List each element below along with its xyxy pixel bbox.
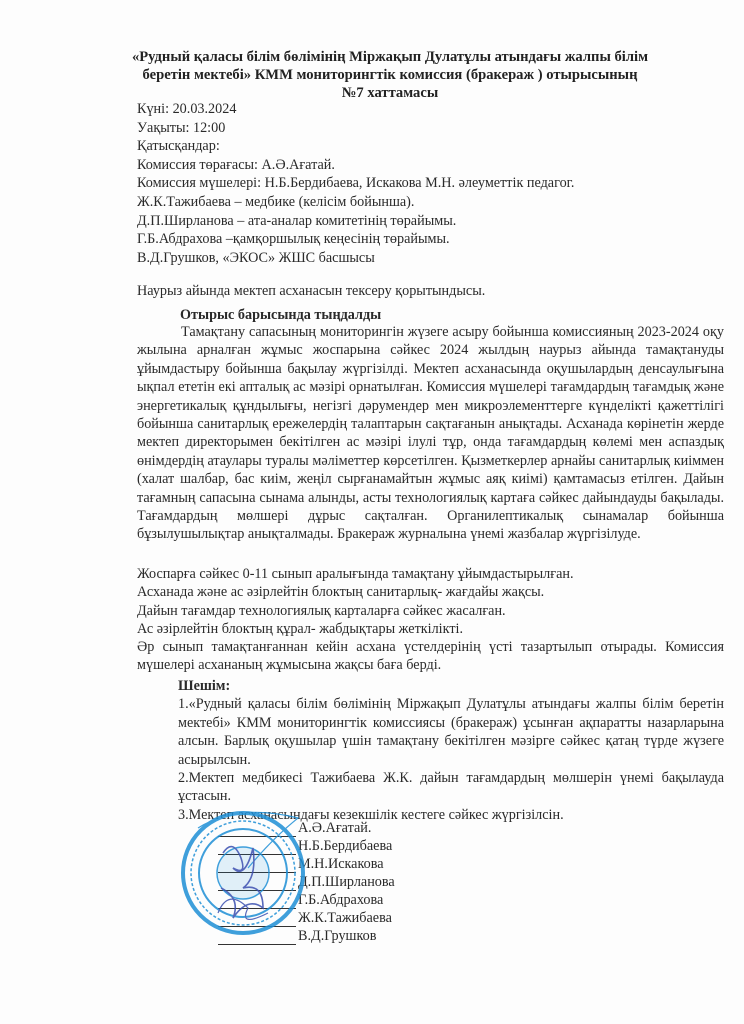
decision-item: 3.Мектеп асханасындағы кезекшілік кестеге сәйкес жүргізілсін. bbox=[178, 806, 564, 823]
title-line: №7 хаттамасы bbox=[341, 85, 439, 101]
signatory-name: Д.П.Ширланова bbox=[298, 874, 395, 890]
meeting-time: Уақыты: 12:00 bbox=[137, 119, 226, 136]
signatory-name: Ж.К.Тажибаева bbox=[298, 910, 392, 926]
decision-section bbox=[178, 677, 724, 824]
participant-parents-chair: Д.П.Ширланова – ата-аналар комитетінің төрайымы. bbox=[137, 212, 457, 229]
signatory-name: А.Ә.Ағатай. bbox=[298, 820, 372, 836]
participant-nurse: Ж.К.Тажибаева – медбике (келісім бойынша). bbox=[137, 193, 415, 210]
title-line: беретін мектебі» КММ мониторингтік комиссия (бракераж ) отырысының bbox=[142, 67, 638, 83]
title-line: «Рудный қаласы білім бөлімінің Міржақып Дулатұлы атындағы жалпы білім bbox=[131, 49, 649, 65]
meeting-meta bbox=[137, 100, 574, 267]
section-heading-heard: Отырыс барысында тыңдалды bbox=[180, 307, 382, 323]
finding-item: Әр сынып тамақтанғаннан кейін асхана үстелдерінің үсті тазартылып отырады. Комиссия мүшелері асхананың жұмысына жақсы баға берді. bbox=[137, 639, 724, 674]
stamp-emblem bbox=[217, 847, 269, 899]
meeting-topic: Наурыз айында мектеп асханасын тексеру қорытындысы. bbox=[137, 283, 486, 299]
finding-item: Жоспарға сәйкес 0-11 сынып аралығында тамақтану ұйымдастырылған. bbox=[137, 566, 574, 582]
signatory-name: В.Д.Грушков bbox=[298, 928, 377, 944]
signatory-name: М.Н.Искакова bbox=[298, 856, 384, 872]
body-paragraph bbox=[137, 323, 724, 544]
finding-item: Дайын тағамдар технологиялық карталарға сәйкес жасалған. bbox=[137, 602, 506, 619]
findings-list bbox=[137, 565, 724, 675]
decision-heading: Шешім: bbox=[178, 678, 231, 694]
participants-label: Қатысқандар: bbox=[137, 138, 220, 155]
document-title bbox=[130, 48, 650, 102]
participant-trustees-chair: Г.Б.Абдрахова –қамқоршылық кеңесінің төрайымы. bbox=[137, 231, 450, 248]
finding-item: Асханада және ас әзірлейтін блоктың санитарлық- жағдайы жақсы. bbox=[137, 584, 545, 601]
commission-members: Комиссия мүшелері: Н.Б.Бердибаева, Искакова М.Н. әлеуметтік педагог. bbox=[137, 175, 575, 192]
decision-item: 1.«Рудный қаласы білім бөлімінің Міржақып Дулатұлы атындағы жалпы білім беретін мектебі» КММ мониторингтік комиссиясы (бракераж) ұсынған ақпаратты назарларына алсын. Барлық оқушылар үшін тамақтану бекітілген мәзірге сәйкес қатаң түрде жүзеге асырылсын. bbox=[178, 696, 724, 768]
signatory-name: Н.Б.Бердибаева bbox=[298, 838, 393, 854]
commission-chair: Комиссия төрағасы: А.Ә.Ағатай. bbox=[137, 156, 335, 173]
signatory-name: Г.Б.Абдрахова bbox=[298, 892, 384, 908]
finding-item: Ас әзірлейтін блоктың құрал- жабдықтары жеткілікті. bbox=[137, 620, 464, 637]
decision-item: 2.Мектеп медбикесі Тажибаева Ж.К. дайын тағамдардың мөлшерін үнемі бақылауда ұстасын. bbox=[178, 770, 724, 805]
body-text: Тамақтану сапасының мониторингін жүзеге асыру бойынша комиссияның 2023-2024 оқу жылына арналған жұмыс жоспарына сәйкес 2024 жылдың наурыз айында тамақтануды ұйымдастыру бойынша бақылау жүргізілді. Мектеп асханасында оқушылардың денсаулығына ықпал ететін екі апталық ас мәзірі орнатылған. Комиссия мүшелері тағамдардың тағамдық және энергетикалық құндылығы, негізгі дәрумендер мен микроэлементтерге күнделікті қажеттілігі бойынша санитарлық ережелердің талаптарын сақтағанын анықтады. Асханада көрінетін жерде мектеп директорымен бекітілген ас мәзірі ілулі тұр, онда тағамдардың көлемі мен аспаздық өнімдердің атаулары туралы мәліметтер көрсетілген. Қызметкерлер арнайы санитарлық киіммен (халат шалбар, бас киім, жеңіл сырғанамайтын жұмыс аяқ киімі) қамтамасыз етілген. Дайын тағамның сапасына сынама алынды, асты технологиялық картаға сәйкес дайындауды бақылады. Тағамдардың мөлшері дұрыс сақталған. Органилептикалық сынамалар бойынша бұзылушылықтар анықталмады. Бракераж журналына үнемі жазбалар жүргізілуде. bbox=[137, 324, 724, 543]
official-stamp-icon bbox=[178, 808, 308, 938]
participant-supplier: В.Д.Грушков, «ЭКОС» ЖШС басшысы bbox=[137, 249, 375, 266]
meeting-date: Күні: 20.03.2024 bbox=[137, 101, 237, 117]
